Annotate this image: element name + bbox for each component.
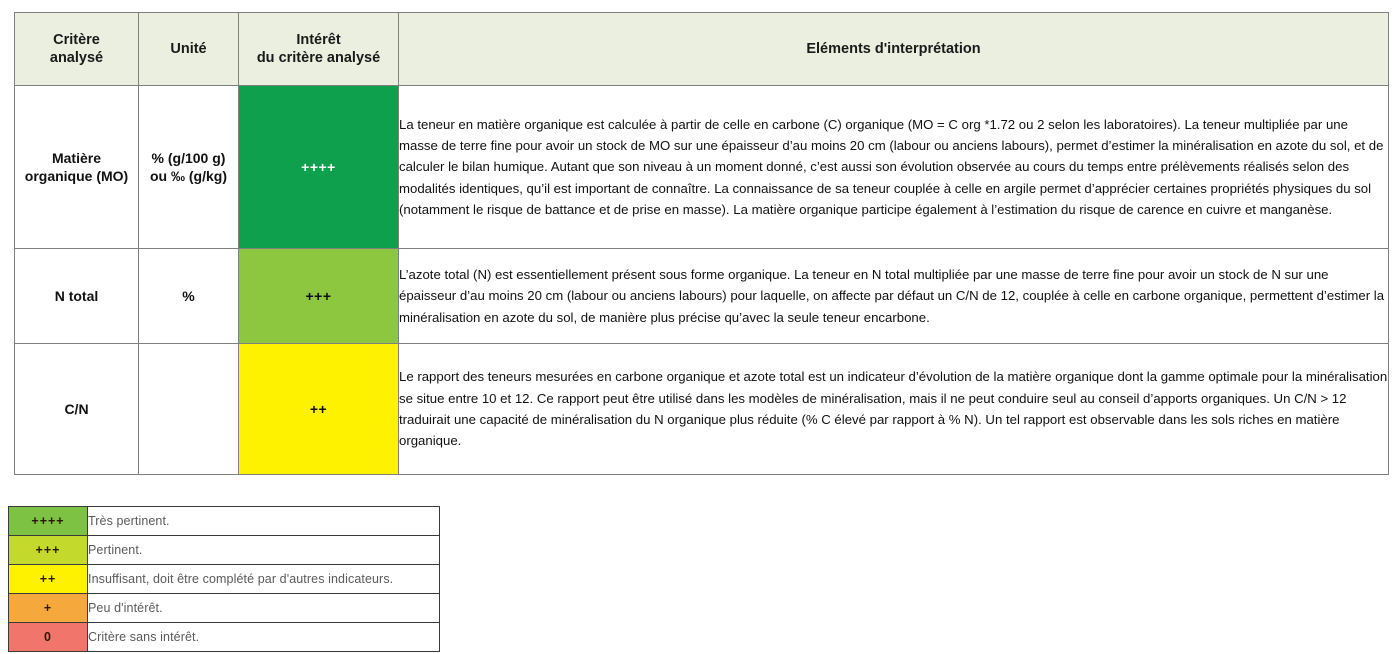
critere-cn-line1: C/N [64,400,89,417]
cell-critere-n-total [15,249,139,344]
cell-unite-cn [139,344,239,475]
column-header-interet-line2: du critère analysé [256,50,381,66]
list-item [9,507,440,536]
list-item [9,623,440,652]
unite-n-total-line1: % [182,287,195,304]
column-header-elements [399,13,1389,86]
unite-mo-line2: ou ‰ (g/kg) [150,168,227,184]
list-item [9,594,440,623]
legend-label-tres-pertinent: Très pertinent. [88,507,440,536]
column-header-unite [139,13,239,86]
legend-table-body [9,507,440,652]
cell-interet-cn [239,344,399,475]
critere-mo-line1: Matière [51,149,102,166]
cell-interet-n-total [239,249,399,344]
cell-elements-mo: La teneur en matière organique est calculée à partir de celle en carbone (C) organique (MO = C org *1.72 ou 2 selon les laboratoires). La teneur multipliée par une masse de terre fine pour avoir un stock de MO sur une épaisseur d’au moins 20 cm (labour ou anciens labours), permet d’estimer la minéralisation en azote du sol, et de calculer le bilan humique. Autant que son niveau à un moment donné, c’est aussi son évolution observée au cours du temps entre prélèvements réalisés selon des modalités identiques, qu’il est important de connaître. La connaissance de sa teneur couplée à celle en argile permet d’apprécier certaines propriétés physiques du sol (notamment le risque de battance et de prise en masse). La matière organique participe également à l’estimation du risque de carence en cuivre et manganèse. [399,86,1389,249]
list-item [9,565,440,594]
legend-table [8,506,440,652]
table-row [15,344,1389,475]
legend-symbol-pertinent: +++ [35,543,61,557]
cell-unite-n-total [139,249,239,344]
cell-unite-mo [139,86,239,249]
column-header-critere-line2: analysé [49,50,104,66]
cell-elements-n-total: L’azote total (N) est essentiellement présent sous forme organique. La teneur en N total multipliée par une masse de terre fine pour avoir un stock de N sur une épaisseur d’au moins 20 cm (labour ou anciens labours) pour laquelle, on affecte par défaut un C/N de 12, couplée à celle en carbone organique, permettent d’estimer la minéralisation en azote du sol, de manière plus précise qu’avec la seule teneur encarbone. [399,249,1389,344]
column-header-critere [15,13,139,86]
column-header-elements-label: Eléments d'interprétation [806,40,981,57]
legend-label-peu-interet: Peu d'intérêt. [88,594,440,623]
legend-swatch-insuffisant [9,565,88,594]
cell-elements-cn: Le rapport des teneurs mesurées en carbone organique et azote total est un indicateur d’évolution de la matière organique dont la gamme optimale pour la minéralisation se situe entre 10 et 12. Ce rapport peut être utilisé dans les modèles de minéralisation, mais il ne peut conduire seul au conseil d’apports organiques. Un C/N > 12 traduirait une capacité de minéralisation du N organique plus réduite (% C élevé par rapport à % N). Un tel rapport est observable dans les sols riches en matière organique. [399,344,1389,475]
critere-mo-line2: organique (MO) [24,168,129,184]
criteria-table-body [15,86,1389,475]
table-row [15,249,1389,344]
legend-symbol-peu-interet: + [43,601,53,615]
legend-label-pertinent: Pertinent. [88,536,440,565]
interet-rating-mo: ++++ [301,159,336,175]
list-item [9,536,440,565]
legend-swatch-peu-interet [9,594,88,623]
column-header-critere-line1: Critère [53,31,100,48]
column-header-unite-label: Unité [170,40,207,57]
table-row [15,86,1389,249]
legend-label-insuffisant: Insuffisant, doit être complété par d'autres indicateurs. [88,565,440,594]
legend-symbol-tres-pertinent: ++++ [31,514,65,528]
unite-mo-line1: % (g/100 g) [151,149,226,166]
legend-symbol-insuffisant: ++ [39,572,57,586]
legend-label-sans-interet: Critère sans intérêt. [88,623,440,652]
legend-symbol-sans-interet: 0 [44,630,52,644]
column-header-interet [239,13,399,86]
table-header-row [15,13,1389,86]
cell-interet-mo [239,86,399,249]
legend-swatch-sans-interet [9,623,88,652]
interet-rating-n-total: +++ [305,288,332,304]
criteria-table [14,12,1389,475]
legend-swatch-pertinent [9,536,88,565]
interet-rating-cn: ++ [309,401,328,417]
legend-swatch-tres-pertinent [9,507,88,536]
critere-n-total-line1: N total [54,287,99,304]
cell-critere-mo [15,86,139,249]
column-header-interet-line1: Intérêt [296,31,341,48]
cell-critere-cn [15,344,139,475]
